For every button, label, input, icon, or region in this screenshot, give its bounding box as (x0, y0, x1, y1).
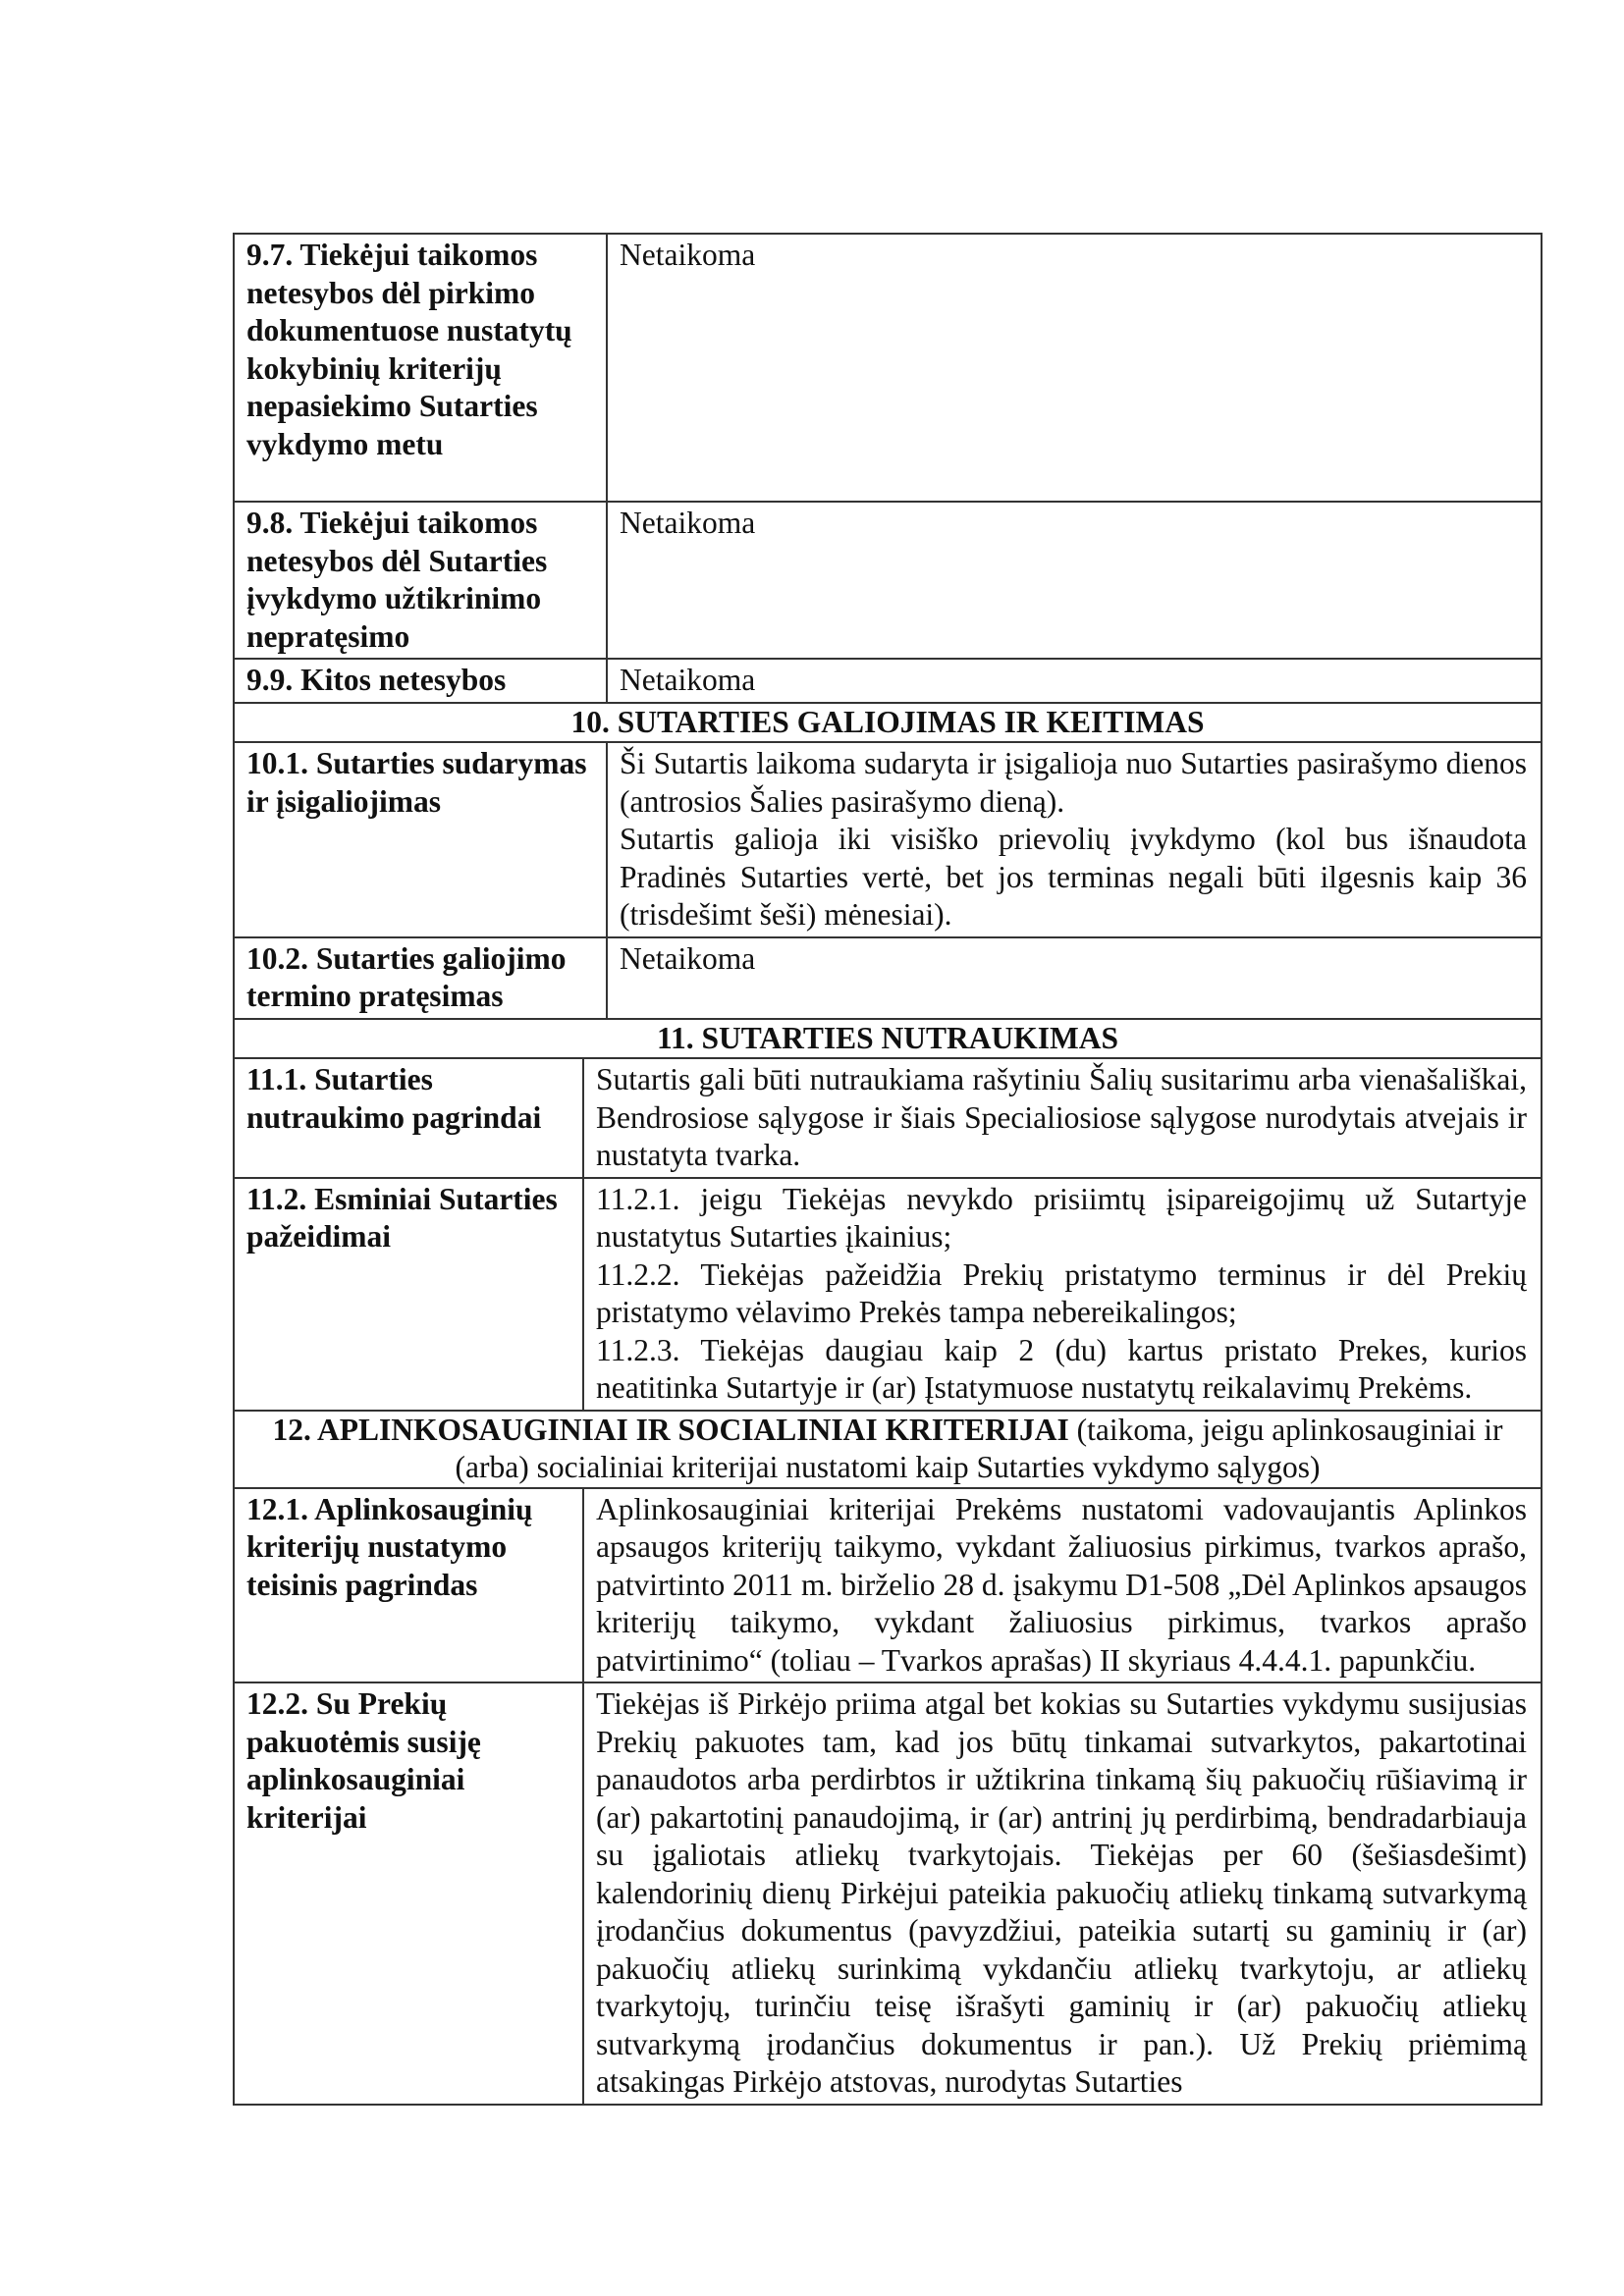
paragraph: 11.2.2. Tiekėjas pažeidžia Prekių pristatymo terminus ir dėl Prekių pristatymo vėlavimo Prekės tampa nebereikalingos; (596, 1256, 1527, 1329)
paragraph: Ši Sutartis laikoma sudaryta ir įsigalioja nuo Sutarties pasirašymo dienos (antrosios Šalies pasirašymo dieną). (620, 746, 1527, 819)
paragraph: 11.2.3. Tiekėjas daugiau kaip 2 (du) kartus pristato Prekes, kurios neatitinka Sutartyje ir (ar) Įstatymuose nustatytų reikalavimų Prekėms. (596, 1332, 1527, 1405)
row-value: Sutartis gali būti nutraukiama rašytiniu Šalių susitarimu arba vienašališkai, Bendrosiose sąlygose ir šiais Specialiosiose sąlygose nurodytais atvejais ir nustatyta tvarka. (583, 1058, 1542, 1178)
section-header-row (234, 1020, 1542, 1059)
table-row (234, 1682, 1542, 2105)
table-row (234, 234, 1542, 502)
section-header-row (234, 703, 1542, 743)
section-10-title: 10. SUTARTIES GALIOJIMAS IR KEITIMAS (234, 703, 1542, 743)
contract-conditions-table (233, 233, 1543, 2106)
section-header-row (234, 1411, 1542, 1488)
row-label: 9.9. Kitos netesybos (234, 659, 607, 703)
row-label: 9.7. Tiekėjui taikomos netesybos dėl pirkimo dokumentuose nustatytų kokybinių kriterijų nepasiekimo Sutarties vykdymo metu (234, 234, 607, 502)
section-12-title-bold: 12. APLINKOSAUGINIAI IR SOCIALINIAI KRITERIJAI (272, 1412, 1069, 1447)
row-value (583, 1178, 1542, 1411)
row-label: 12.1. Aplinkosauginių kriterijų nustatymo teisinis pagrindas (234, 1488, 583, 1683)
row-value: Netaikoma (607, 502, 1542, 659)
row-label: 11.2. Esminiai Sutarties pažeidimai (234, 1178, 583, 1411)
table-sections-11-12 (233, 1020, 1543, 2106)
table-row (234, 937, 1542, 1019)
row-label: 11.1. Sutarties nutraukimo pagrindai (234, 1058, 583, 1178)
row-value: Tiekėjas iš Pirkėjo priima atgal bet kokias su Sutarties vykdymu susijusias Prekių pakuotes tam, kad jos būtų tinkamai sutvarkytos, pakartotinai panaudotos arba perdirbtos ir užtikrina tinkamą šių pakuočių rūšiavimą ir (ar) pakartotinį panaudojimą, ir (ar) antrinį jų perdirbimą, bendradarbiauja su įgaliotais atliekų tvarkytojais. Tiekėjas per 60 (šešiasdešimt) kalendorinių dienų Pirkėjui pateikia pakuočių atliekų tinkamą sutvarkymą įrodančius dokumentus (pavyzdžiui, pateikia sutartį su gaminių ir (ar) pakuočių atliekų surinkimą vykdančiu atliekų tvarkytoju, ar atliekų tvarkytojų, turinčiu teisę išrašyti gaminių ir (ar) pakuočių atliekų sutvarkymą įrodančius dokumentus ir pan.). Už Prekių priėmimą atsakingas Pirkėjo atstovas, nurodytas Sutarties (583, 1682, 1542, 2105)
table-row (234, 1058, 1542, 1178)
row-label: 10.1. Sutarties sudarymas ir įsigaliojimas (234, 742, 607, 937)
row-value: Netaikoma (607, 659, 1542, 703)
table-row (234, 659, 1542, 703)
row-value: Aplinkosauginiai kriterijai Prekėms nustatomi vadovaujantis Aplinkos apsaugos kriterijų taikymo, vykdant žaliuosius pirkimus, tvarkos aprašo, patvirtinto 2011 m. birželio 28 d. įsakymu D1-508 „Dėl Aplinkos apsaugos kriterijų taikymo, vykdant žaliuosius pirkimus, tvarkos aprašo patvirtinimo“ (toliau – Tvarkos aprašas) II skyriaus 4.4.4.1. papunkčiu. (583, 1488, 1542, 1683)
section-12-title-note: (taikoma, jeigu aplinkosauginiai ir (arba) socialiniai kriterijai nustatomi kaip Sutarties vykdymo sąlygos) (455, 1412, 1503, 1484)
paragraph: 11.2.1. jeigu Tiekėjas nevykdo prisiimtų įsipareigojimų už Sutartyje nustatytus Sutarties įkainius; (596, 1181, 1527, 1254)
section-11-title: 11. SUTARTIES NUTRAUKIMAS (234, 1020, 1542, 1059)
table-row (234, 1178, 1542, 1411)
row-value (607, 742, 1542, 937)
table-row (234, 502, 1542, 659)
table-row (234, 1488, 1542, 1683)
section-12-title (234, 1411, 1542, 1488)
row-label: 12.2. Su Prekių pakuotėmis susiję aplinkosauginiai kriterijai (234, 1682, 583, 2105)
table-row (234, 742, 1542, 937)
paragraph: Sutartis galioja iki visiško prievolių įvykdymo (kol bus išnaudota Pradinės Sutarties vertė, bet jos terminas negali būti ilgesnis kaip 36 (trisdešimt šeši) mėnesiai). (620, 822, 1527, 932)
row-value: Netaikoma (607, 937, 1542, 1019)
table-sections-9-10 (233, 233, 1543, 1020)
row-label: 9.8. Tiekėjui taikomos netesybos dėl Sutarties įvykdymo užtikrinimo nepratęsimo (234, 502, 607, 659)
row-label: 10.2. Sutarties galiojimo termino pratęsimas (234, 937, 607, 1019)
row-value: Netaikoma (607, 234, 1542, 502)
